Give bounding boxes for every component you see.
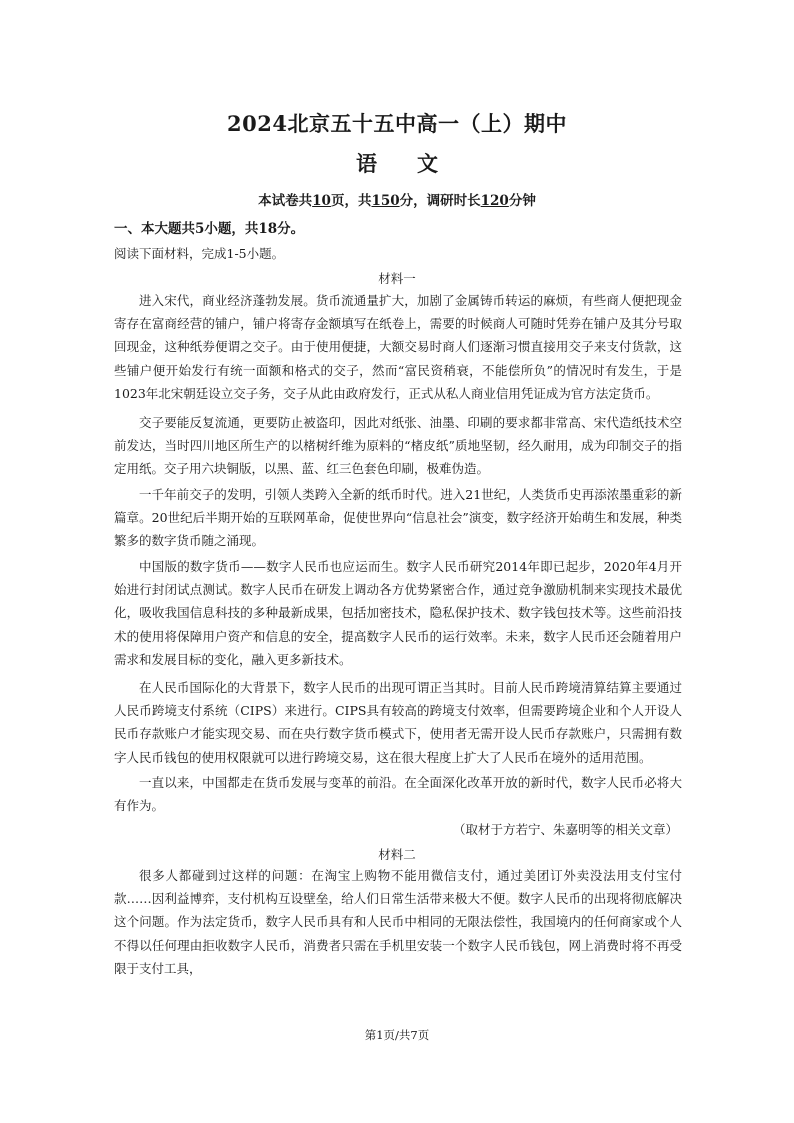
- material-2-heading: 材料二: [378, 847, 416, 862]
- info-duration: 120: [480, 193, 509, 209]
- material-1-paragraph: 中国版的数字货币——数字人民币也应运而生。数字人民币研究2014年即已起步，2020年4月开始进行封闭试点测试。数字人民币在研发上调动各方优势紧密合作，通过竞争激励机制来实现技术最优化，吸收我国信息科技的多种最新成果，包括加密技术，隐私保护技术、数字钱包技术等。这些前沿技术的使用将保障用户资产和信息的安全，提高数字人民币的运行效率。未来，数字人民币还会随着用户需求和发展目标的变化，融入更多新技术。: [114, 559, 682, 667]
- material-1-paragraph: 一千年前交子的发明，引领人类跨入全新的纸币时代。进入21世纪，人类货币史再添浓墨重彩的新篇章。20世纪后半期开始的互联网革命，促使世界向“信息社会”演变，数字经济开始萌生和发展，种类繁多的数字货币随之涌现。: [114, 487, 682, 549]
- info-pages-unit: 页，共: [330, 193, 372, 209]
- section-instruction: 阅读下面材料，完成1-5小题。: [114, 246, 285, 261]
- material-1-source: （取材于方若宁、朱嘉明等的相关文章）: [452, 822, 678, 837]
- subject-char-2: 文: [417, 151, 438, 176]
- material-1-paragraph: 交子要能反复流通，更要防止被盗印，因此对纸张、油墨、印刷的要求都非常高、宋代造纸技术空前发达，当时四川地区所生产的以楮树纤维为原料的“楮皮纸”质地坚韧，经久耐用，成为印制交子的指定用纸。交子用六块铜版，以黑、蓝、红三色套色印刷，极难伪造。: [114, 415, 682, 477]
- info-prefix: 本试卷共: [258, 193, 313, 209]
- material-1-paragraph: 在人民币国际化的大背景下，数字人民币的出现可谓正当其时。目前人民币跨境清算结算主要通过人民币跨境支付系统（CIPS）来进行。CIPS具有较高的跨境支付效率，但需要跨境企业和个人开设人民币存款账户才能实现交易、而在央行数字货币模式下，使用者无需开设人民币存款账户，只需拥有数字人民币钱包的使用权限就可以进行跨境交易，这在很大程度上扩大了人民币在境外的适用范围。: [114, 680, 682, 765]
- material-1-paragraph: 进入宋代，商业经济蓬勃发展。货币流通量扩大，加剧了金属铸币转运的麻烦，有些商人便把现金寄存在富商经营的铺户，铺户将寄存金额填写在纸卷上，需要的时候商人可随时凭券在铺户及其分号取回现金，这种纸券便谓之交子。由于使用便捷，大额交易时商人们逐渐习惯直接用交子来支付货款，这些铺户便开始发行有统一面额和格式的交子，然而“富民资稍衰，不能偿所负”的情况时有发生，于是1023年北宋朝廷设立交子务，交子从此由政府发行，正式从私人商业信用凭证成为官方法定货币。: [114, 293, 682, 401]
- info-score: 150: [371, 193, 400, 209]
- material-2-paragraph: 很多人都碰到过这样的问题：在淘宝上购物不能用微信支付，通过美团订外卖没法用支付宝付款……因利益博弈，支付机构互设壁垒，给人们日常生活带来极大不便。数字人民币的出现将彻底解决这个问题。作为法定货币，数字人民币具有和人民币中相同的无限法偿性，我国境内的任何商家或个人不得以任何理由拒收数字人民币，消费者只需在手机里安装一个数字人民币钱包，网上消费时将不再受限于支付工具，: [114, 868, 682, 976]
- subject-char-1: 语: [356, 151, 377, 176]
- material-1-heading: 材料一: [378, 271, 416, 286]
- page-number: 第1页/共7页: [364, 1028, 430, 1042]
- section-heading: 一、本大题共5小题，共18分。: [114, 221, 305, 237]
- info-duration-unit: 分钟: [508, 193, 536, 209]
- info-score-unit: 分，调研时长: [399, 193, 481, 209]
- info-pages: 10: [312, 193, 331, 209]
- exam-title: 2024北京五十五中高一（上）期中: [227, 111, 567, 136]
- subject-title: [0, 148, 794, 178]
- exam-info-line: [0, 189, 794, 209]
- material-1-paragraph: 一直以来，中国都走在货币发展与变革的前沿。在全面深化改革开放的新时代，数字人民币必将大有作为。: [114, 775, 682, 814]
